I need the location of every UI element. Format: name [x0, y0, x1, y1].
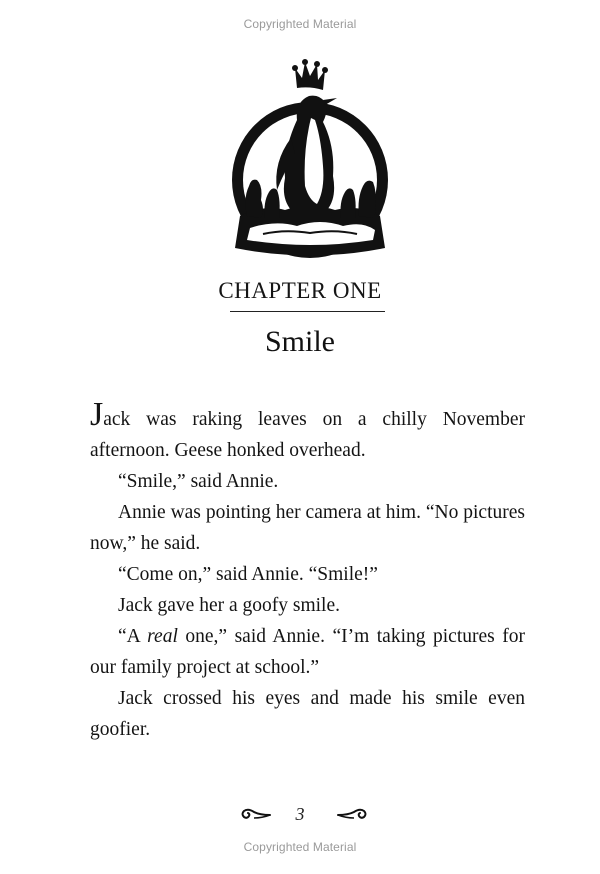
paragraph-6: [90, 621, 525, 683]
page-folio: [0, 800, 600, 830]
copyright-watermark-bottom: Copyrighted Material: [243, 840, 357, 854]
paragraph-2: “Smile,” said Annie.: [118, 471, 279, 492]
swirl-ornament-right-icon: [336, 806, 368, 824]
chapter-divider: [230, 311, 385, 312]
paragraph-6-part-a: “A: [118, 626, 148, 647]
paragraph-7: Jack crossed his eyes and made his smile even goofier.: [90, 688, 525, 740]
chapter-label: CHAPTER ONE: [218, 278, 382, 303]
paragraph-1: [90, 396, 525, 466]
paragraph-3: Annie was pointing her camera at him. “No pictures now,” he said.: [90, 502, 525, 554]
paragraph-6-part-b: one,” said Annie. “I’m taking pictures for our family project at school.”: [90, 626, 525, 678]
copyright-watermark-top: Copyrighted Material: [243, 17, 357, 31]
drop-cap: J: [90, 396, 104, 433]
page-number: 3: [295, 804, 305, 824]
paragraph-1-text: ack was raking leaves on a chilly November afternoon. Geese honked overhead.: [90, 409, 525, 461]
chapter-title: Smile: [264, 325, 335, 358]
paragraph-5: Jack gave her a goofy smile.: [118, 595, 341, 616]
paragraph-4: “Come on,” said Annie. “Smile!”: [118, 564, 378, 585]
paragraph-6-emphasis: real: [147, 626, 178, 647]
chapter-body: [90, 396, 525, 745]
crowned-penguin-emblem-icon: [225, 58, 395, 258]
